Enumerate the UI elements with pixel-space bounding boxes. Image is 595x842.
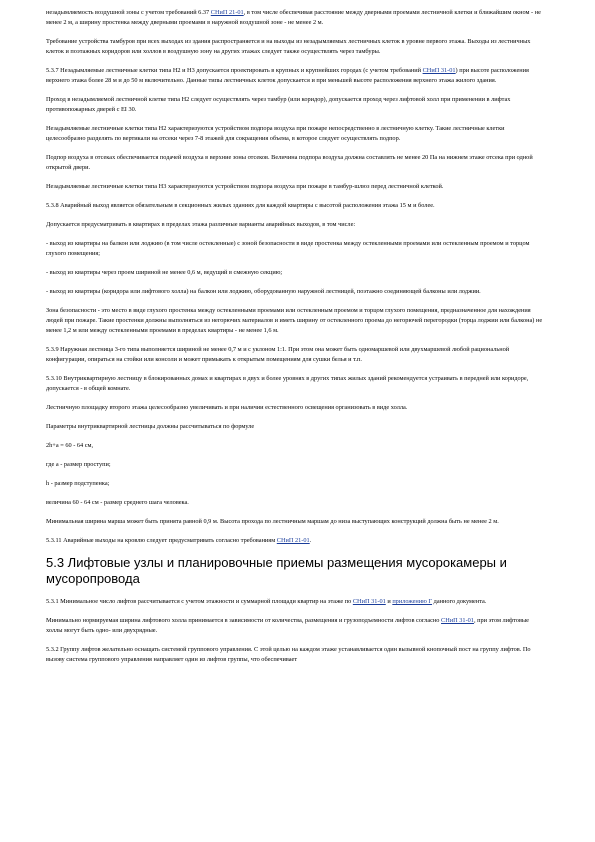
paragraph-text: 5.3.11 Аварийные выходы на кровлю следует предусматривать согласно требованиям bbox=[46, 537, 277, 544]
paragraph-text: Незадымляемые лестничные клетки типа Н2 характеризуются устройством подпора воздуха при пожаре непосредственно в лестничную клетку. Такие лестничные клетки целесообразно разделять по вертикали на отсеки через 7-8 этажей для сокращения объема, в которое следует осуществлять подпор. bbox=[46, 125, 505, 142]
paragraph-text: ) при высоте расположения верхнего этажа более 28 м и до 50 м включительно. Данные типы лестничных клеток допускается и при меньшей высоте расположения верхнего этажа жилого здания. bbox=[46, 67, 529, 84]
paragraph bbox=[46, 95, 545, 115]
paragraph-text: - выход из квартиры на балкон или лоджию (в том числе остекленные) с зоной безопасности в виде простенка между остекленными проемами или остекленным проемом и торцом глухого помещения; bbox=[46, 240, 530, 257]
paragraph-text: величина 60 - 64 см - размер среднего шага человека. bbox=[46, 499, 189, 506]
paragraph bbox=[46, 345, 545, 365]
paragraph bbox=[46, 441, 545, 451]
paragraph-text: h - размер подступенка; bbox=[46, 480, 110, 487]
paragraph-text: Параметры внутриквартирной лестницы должны рассчитываться по формуле bbox=[46, 423, 255, 430]
paragraph-text: , в том числе обеспечивая расстояние между дверными проемами лестничной клетки и ближайшим окном - не менее 2 м, а ширину простенка между дверными проемами в наружной воздушной зоне - не менее 2 м. bbox=[46, 9, 541, 26]
paragraph-text: Минимально нормируемая ширина лифтового холла принимается в зависимости от количества, размещения и грузоподъемности лифтов согласно bbox=[46, 617, 442, 624]
paragraph-text: 5.3.8 Аварийный выход является обязательным в секционных жилых зданиях для каждой квартиры с высотой расположения этажа 15 м и более. bbox=[46, 202, 435, 209]
paragraph-text: - выход из квартиры (коридора или лифтового холла) на балкон или лоджию, оборудованную наружной лестницей, поэтажно соединяющей балконы или лоджии. bbox=[46, 288, 481, 295]
paragraph-text: . bbox=[309, 537, 312, 544]
paragraph bbox=[46, 536, 545, 546]
paragraph-text: 2h+a = 60 - 64 см, bbox=[46, 442, 94, 449]
paragraph-text: Лестничную площадку второго этажа целесообразно увеличивать и при наличии естественного освещения организовать в виде холла. bbox=[46, 404, 408, 411]
paragraph bbox=[46, 460, 545, 470]
paragraph bbox=[46, 287, 545, 297]
paragraph-text: 5.3.1 Минимальное число лифтов рассчитывается с учетом этажности и суммарной площади квартир на этаже по bbox=[46, 598, 353, 605]
paragraph-text: Минимальная ширина марша может быть принята равной 0,9 м. Высота прохода по лестничным маршам до низа выступающих конструкций должна быть не менее 2 м. bbox=[46, 518, 499, 525]
paragraph-text: 5.3.9 Наружная лестница 3-го типа выполняется шириной не менее 0,7 м и с уклоном 1:1. При этом она может быть одномаршевой или двухмаршевой любой рациональной конфигурации, опираться на стойки или консоли и может примыкать к открытым помещениям для сушки белья и т.п. bbox=[46, 346, 510, 363]
paragraph-text: Подпор воздуха в отсеках обеспечивается подачей воздуха в верхние зоны отсеков. Величина подпора воздуха должна составлять не менее 20 Па на нижнем этаже отсека при одной открытой двери. bbox=[46, 154, 533, 171]
paragraph bbox=[46, 422, 545, 432]
paragraph-text: 5.3.10 Внутриквартирную лестницу в блокированных домах и квартирах в двух и более уровнях в других типах жилых зданий рекомендуется устраивать в передней или коридоре, допускается - в общей комнате. bbox=[46, 375, 529, 392]
paragraph bbox=[46, 153, 545, 173]
paragraph bbox=[46, 220, 545, 230]
paragraph bbox=[46, 66, 545, 86]
paragraph-text: 5.3.2 Группу лифтов желательно оснащать системой группового управления. С этой целью на каждом этаже устанавливается один вызывной кнопочный пост на группу лифтов. По вызову система группового управления направляет один из лифтов группы, что обеспечивает bbox=[46, 646, 531, 663]
reference-link[interactable]: СНиП 31-01 bbox=[422, 67, 456, 74]
reference-link[interactable]: СНиП 21-01 bbox=[276, 537, 310, 544]
document-body-continued bbox=[46, 597, 545, 665]
paragraph-text: Зона безопасности - это место в виде глухого простенка между остекленными проемами или остекленным проемом и торцом глухого помещения, предназначенное для нахождения людей при пожаре. Такие простенки должны выполняться из негорючих материалов и иметь ширину от остекленного проема до негорючей перегородки (торца лоджии или балкона) не менее 1,2 м или между остекленными проемами в пределах квартиры - не менее 1,6 м. bbox=[46, 307, 543, 334]
paragraph bbox=[46, 37, 545, 57]
paragraph-text: Проход в незадымляемой лестничной клетке типа Н2 следует осуществлять через тамбур (или коридор), допускается проход через лифтовой холл при применении в лифтах противопожарных дверей с EI 30. bbox=[46, 96, 511, 113]
reference-link[interactable]: СНиП 31-01 bbox=[441, 617, 474, 624]
paragraph-text: Требование устройства тамбуров при всех выходах из здания распространяется и на выходы из незадымляемых лестничных клеток в уровне первого этажа. Выходы из лестничных клеток и поэтажных коридоров или холлов в воздушную зону на других этажах следует также осуществлять через тамбуры. bbox=[46, 38, 531, 55]
paragraph bbox=[46, 403, 545, 413]
document-body bbox=[46, 8, 545, 546]
paragraph-text: незадымляемость воздушной зоны с учетом требований 6.37 bbox=[46, 9, 211, 16]
paragraph bbox=[46, 268, 545, 278]
paragraph-text: данного документа. bbox=[432, 598, 487, 605]
paragraph bbox=[46, 239, 545, 259]
paragraph-text: где a - размер проступи; bbox=[46, 461, 111, 468]
paragraph bbox=[46, 182, 545, 192]
reference-link[interactable]: СНиП 31-01 bbox=[352, 598, 386, 605]
paragraph-text: Допускается предусматривать в квартирах в пределах этажа различные варианты аварийных выходов, в том числе: bbox=[46, 221, 356, 228]
paragraph bbox=[46, 479, 545, 489]
paragraph bbox=[46, 201, 545, 211]
paragraph-text: и bbox=[385, 598, 393, 605]
reference-link[interactable]: СНиП 21-01 bbox=[210, 9, 244, 16]
paragraph bbox=[46, 374, 545, 394]
paragraph bbox=[46, 597, 545, 607]
paragraph-text: 5.3.7 Незадымляемые лестничные клетки типа Н2 и Н3 допускается проектировать в крупных и крупнейших городах (с учетом требований bbox=[46, 67, 423, 74]
paragraph bbox=[46, 517, 545, 527]
paragraph-text: Незадымляемые лестничные клетки типа Н3 характеризуются устройством подпора воздуха при пожаре в тамбур-шлюз перед лестничной клеткой. bbox=[46, 183, 444, 190]
paragraph bbox=[46, 498, 545, 508]
paragraph bbox=[46, 645, 545, 665]
paragraph bbox=[46, 616, 545, 636]
paragraph bbox=[46, 8, 545, 28]
paragraph bbox=[46, 306, 545, 336]
paragraph bbox=[46, 124, 545, 144]
section-heading: 5.3 Лифтовые узлы и планировочные приемы размещения мусорокамеры и мусоропровода bbox=[46, 555, 507, 586]
reference-link[interactable]: приложению Г bbox=[392, 598, 433, 605]
paragraph-text: , при этом лифтовые холлы могут быть одно- или двухрядные. bbox=[46, 617, 529, 634]
paragraph-text: - выход из квартиры через проем шириной не менее 0,6 м, ведущий в смежную секцию; bbox=[46, 269, 283, 276]
